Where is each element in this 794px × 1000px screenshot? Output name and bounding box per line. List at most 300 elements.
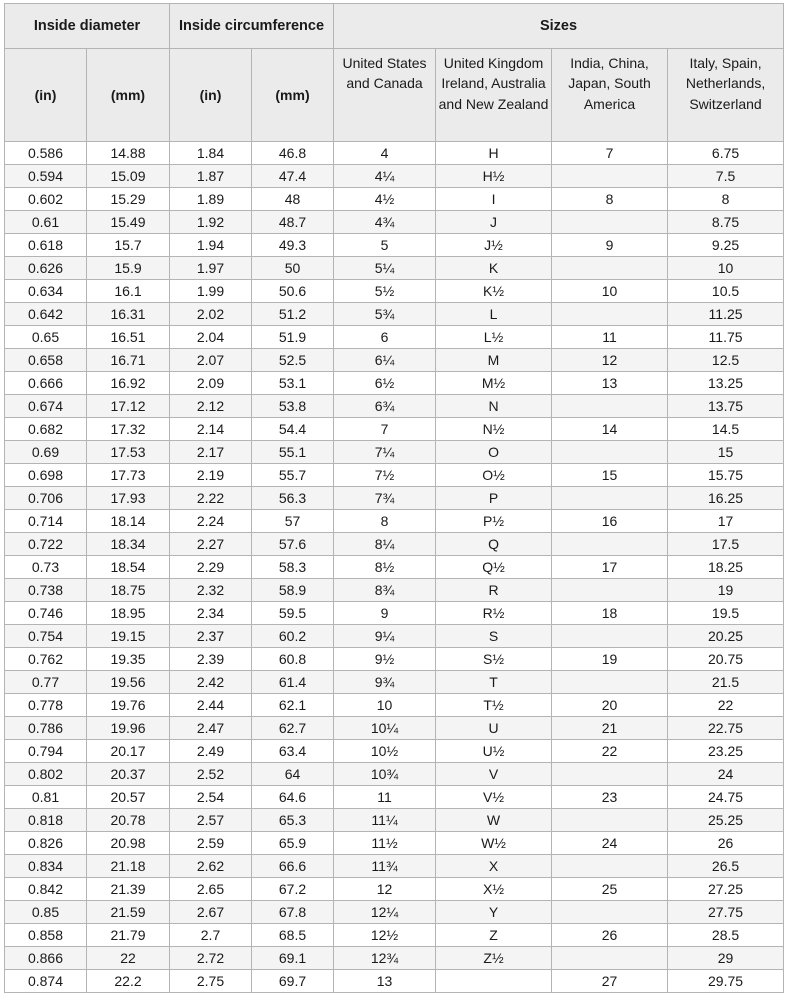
uk-size-cell: J <box>436 211 552 234</box>
europe-size-cell: 11.25 <box>668 303 784 326</box>
asia-size-cell <box>552 579 668 602</box>
diameter-in-cell: 0.69 <box>5 441 87 464</box>
table-row <box>5 372 784 395</box>
uk-size-cell: S½ <box>436 648 552 671</box>
table-row <box>5 441 784 464</box>
asia-size-cell: 9 <box>552 234 668 257</box>
diameter-in-cell: 0.834 <box>5 855 87 878</box>
europe-size-cell: 27.75 <box>668 901 784 924</box>
table-row <box>5 165 784 188</box>
diameter-mm-cell: 20.78 <box>87 809 170 832</box>
circumference-mm-cell: 53.8 <box>252 395 334 418</box>
europe-size-cell: 20.75 <box>668 648 784 671</box>
asia-size-cell: 20 <box>552 694 668 717</box>
diameter-in-cell: 0.714 <box>5 510 87 533</box>
diameter-in-cell: 0.738 <box>5 579 87 602</box>
diameter-in-cell: 0.826 <box>5 832 87 855</box>
region-it-es-nl-ch-header: Italy, Spain, Netherlands, Switzerland <box>668 49 784 142</box>
europe-size-cell: 19.5 <box>668 602 784 625</box>
us-canada-size-cell: 11½ <box>334 832 436 855</box>
asia-size-cell: 8 <box>552 188 668 211</box>
us-canada-size-cell: 10½ <box>334 740 436 763</box>
diameter-in-cell: 0.706 <box>5 487 87 510</box>
uk-size-cell: U <box>436 717 552 740</box>
diameter-mm-cell: 15.29 <box>87 188 170 211</box>
asia-size-cell: 14 <box>552 418 668 441</box>
diameter-in-cell: 0.762 <box>5 648 87 671</box>
uk-size-cell: H½ <box>436 165 552 188</box>
uk-size-cell: W½ <box>436 832 552 855</box>
diameter-in-cell: 0.818 <box>5 809 87 832</box>
europe-size-cell: 13.25 <box>668 372 784 395</box>
asia-size-cell <box>552 303 668 326</box>
circumference-in-cell: 2.09 <box>170 372 252 395</box>
us-canada-size-cell: 11¾ <box>334 855 436 878</box>
diameter-in-cell: 0.722 <box>5 533 87 556</box>
asia-size-cell: 11 <box>552 326 668 349</box>
table-row <box>5 510 784 533</box>
circumference-mm-cell: 61.4 <box>252 671 334 694</box>
diameter-in-cell: 0.794 <box>5 740 87 763</box>
table-row <box>5 763 784 786</box>
circumference-mm-cell: 50.6 <box>252 280 334 303</box>
table-row <box>5 832 784 855</box>
circumference-mm-cell: 67.2 <box>252 878 334 901</box>
circumference-mm-cell: 66.6 <box>252 855 334 878</box>
table-row <box>5 211 784 234</box>
us-canada-size-cell: 8½ <box>334 556 436 579</box>
diameter-mm-cell: 19.15 <box>87 625 170 648</box>
uk-size-cell: M <box>436 349 552 372</box>
asia-size-cell: 26 <box>552 924 668 947</box>
asia-size-cell <box>552 487 668 510</box>
table-row <box>5 579 784 602</box>
circumference-mm-cell: 67.8 <box>252 901 334 924</box>
diameter-in-cell: 0.586 <box>5 142 87 165</box>
diameter-mm-cell: 16.71 <box>87 349 170 372</box>
asia-size-cell <box>552 257 668 280</box>
circumference-in-cell: 2.24 <box>170 510 252 533</box>
us-canada-size-cell: 7¼ <box>334 441 436 464</box>
us-canada-size-cell: 8¼ <box>334 533 436 556</box>
europe-size-cell: 8 <box>668 188 784 211</box>
circumference-in-cell: 2.62 <box>170 855 252 878</box>
circumference-mm-cell: 62.1 <box>252 694 334 717</box>
inside-diameter-header: Inside diameter <box>5 4 170 49</box>
diameter-mm-cell: 20.57 <box>87 786 170 809</box>
asia-size-cell <box>552 855 668 878</box>
circumference-in-cell: 1.99 <box>170 280 252 303</box>
diameter-in-cell: 0.634 <box>5 280 87 303</box>
diameter-in-cell: 0.674 <box>5 395 87 418</box>
uk-size-cell: S <box>436 625 552 648</box>
europe-size-cell: 13.75 <box>668 395 784 418</box>
circumference-in-cell: 2.44 <box>170 694 252 717</box>
table-row <box>5 188 784 211</box>
uk-size-cell: L½ <box>436 326 552 349</box>
uk-size-cell: L <box>436 303 552 326</box>
uk-size-cell: K½ <box>436 280 552 303</box>
us-canada-size-cell: 10¾ <box>334 763 436 786</box>
europe-size-cell: 14.5 <box>668 418 784 441</box>
circumference-mm-cell: 58.9 <box>252 579 334 602</box>
diameter-in-cell: 0.61 <box>5 211 87 234</box>
circumference-in-cell: 2.47 <box>170 717 252 740</box>
diameter-mm-cell: 21.79 <box>87 924 170 947</box>
diameter-in-cell: 0.85 <box>5 901 87 924</box>
asia-size-cell <box>552 211 668 234</box>
circumference-in-cell: 2.12 <box>170 395 252 418</box>
table-row <box>5 602 784 625</box>
table-row <box>5 786 784 809</box>
table-row <box>5 809 784 832</box>
diameter-mm-cell: 19.56 <box>87 671 170 694</box>
us-canada-size-cell: 5¼ <box>334 257 436 280</box>
circumference-in-cell: 2.65 <box>170 878 252 901</box>
diameter-in-cell: 0.658 <box>5 349 87 372</box>
diameter-mm-header: (mm) <box>87 49 170 142</box>
uk-size-cell: N <box>436 395 552 418</box>
uk-size-cell: X½ <box>436 878 552 901</box>
asia-size-cell: 16 <box>552 510 668 533</box>
us-canada-size-cell: 8¾ <box>334 579 436 602</box>
asia-size-cell <box>552 165 668 188</box>
europe-size-cell: 22 <box>668 694 784 717</box>
diameter-mm-cell: 17.53 <box>87 441 170 464</box>
diameter-mm-cell: 14.88 <box>87 142 170 165</box>
us-canada-size-cell: 13 <box>334 970 436 993</box>
asia-size-cell: 27 <box>552 970 668 993</box>
circumference-in-cell: 2.22 <box>170 487 252 510</box>
circumference-mm-cell: 69.7 <box>252 970 334 993</box>
diameter-in-header: (in) <box>5 49 87 142</box>
uk-size-cell: P½ <box>436 510 552 533</box>
us-canada-size-cell: 4½ <box>334 188 436 211</box>
diameter-mm-cell: 20.37 <box>87 763 170 786</box>
diameter-mm-cell: 16.31 <box>87 303 170 326</box>
diameter-in-cell: 0.754 <box>5 625 87 648</box>
europe-size-cell: 10.5 <box>668 280 784 303</box>
diameter-mm-cell: 15.09 <box>87 165 170 188</box>
uk-size-cell: K <box>436 257 552 280</box>
circumference-in-cell: 2.72 <box>170 947 252 970</box>
us-canada-size-cell: 6 <box>334 326 436 349</box>
asia-size-cell: 17 <box>552 556 668 579</box>
uk-size-cell: W <box>436 809 552 832</box>
diameter-mm-cell: 22.2 <box>87 970 170 993</box>
circumference-in-cell: 2.37 <box>170 625 252 648</box>
europe-size-cell: 24 <box>668 763 784 786</box>
diameter-mm-cell: 17.12 <box>87 395 170 418</box>
table-row <box>5 464 784 487</box>
asia-size-cell <box>552 395 668 418</box>
asia-size-cell: 15 <box>552 464 668 487</box>
asia-size-cell: 23 <box>552 786 668 809</box>
asia-size-cell: 13 <box>552 372 668 395</box>
table-row <box>5 648 784 671</box>
asia-size-cell: 24 <box>552 832 668 855</box>
table-row <box>5 855 784 878</box>
circumference-mm-cell: 63.4 <box>252 740 334 763</box>
europe-size-cell: 20.25 <box>668 625 784 648</box>
region-uk-ie-au-nz-header: United Kingdom Ireland, Australia and New Zealand <box>436 49 552 142</box>
us-canada-size-cell: 6¾ <box>334 395 436 418</box>
europe-size-cell: 23.25 <box>668 740 784 763</box>
europe-size-cell: 8.75 <box>668 211 784 234</box>
size-rows <box>5 142 784 993</box>
circumference-in-cell: 2.19 <box>170 464 252 487</box>
asia-size-cell <box>552 947 668 970</box>
us-canada-size-cell: 5¾ <box>334 303 436 326</box>
circumference-in-cell: 2.57 <box>170 809 252 832</box>
circumference-in-cell: 2.39 <box>170 648 252 671</box>
circumference-in-cell: 2.75 <box>170 970 252 993</box>
diameter-in-cell: 0.594 <box>5 165 87 188</box>
us-canada-size-cell: 11¼ <box>334 809 436 832</box>
europe-size-cell: 27.25 <box>668 878 784 901</box>
diameter-mm-cell: 20.98 <box>87 832 170 855</box>
diameter-mm-cell: 18.14 <box>87 510 170 533</box>
diameter-in-cell: 0.786 <box>5 717 87 740</box>
circumference-mm-cell: 55.1 <box>252 441 334 464</box>
us-canada-size-cell: 8 <box>334 510 436 533</box>
uk-size-cell: P <box>436 487 552 510</box>
asia-size-cell: 10 <box>552 280 668 303</box>
asia-size-cell <box>552 533 668 556</box>
circumference-mm-cell: 46.8 <box>252 142 334 165</box>
us-canada-size-cell: 12¾ <box>334 947 436 970</box>
asia-size-cell <box>552 901 668 924</box>
diameter-in-cell: 0.682 <box>5 418 87 441</box>
diameter-mm-cell: 18.95 <box>87 602 170 625</box>
circumference-in-cell: 2.34 <box>170 602 252 625</box>
diameter-mm-cell: 21.39 <box>87 878 170 901</box>
europe-size-cell: 28.5 <box>668 924 784 947</box>
asia-size-cell <box>552 763 668 786</box>
diameter-mm-cell: 17.93 <box>87 487 170 510</box>
uk-size-cell: O <box>436 441 552 464</box>
circumference-mm-cell: 58.3 <box>252 556 334 579</box>
uk-size-cell: X <box>436 855 552 878</box>
us-canada-size-cell: 6¼ <box>334 349 436 372</box>
diameter-in-cell: 0.778 <box>5 694 87 717</box>
diameter-mm-cell: 18.75 <box>87 579 170 602</box>
us-canada-size-cell: 7¾ <box>334 487 436 510</box>
circumference-in-cell: 2.32 <box>170 579 252 602</box>
diameter-mm-cell: 16.51 <box>87 326 170 349</box>
table-row <box>5 970 784 993</box>
europe-size-cell: 29.75 <box>668 970 784 993</box>
diameter-mm-cell: 16.1 <box>87 280 170 303</box>
europe-size-cell: 15 <box>668 441 784 464</box>
europe-size-cell: 22.75 <box>668 717 784 740</box>
circumference-in-cell: 1.84 <box>170 142 252 165</box>
uk-size-cell: J½ <box>436 234 552 257</box>
circumference-in-cell: 2.49 <box>170 740 252 763</box>
circumference-in-cell: 2.54 <box>170 786 252 809</box>
diameter-in-cell: 0.77 <box>5 671 87 694</box>
us-canada-size-cell: 7 <box>334 418 436 441</box>
uk-size-cell: U½ <box>436 740 552 763</box>
table-row <box>5 349 784 372</box>
uk-size-cell <box>436 970 552 993</box>
circumference-mm-cell: 60.2 <box>252 625 334 648</box>
asia-size-cell: 19 <box>552 648 668 671</box>
header-row-units <box>5 49 784 142</box>
diameter-mm-cell: 18.54 <box>87 556 170 579</box>
uk-size-cell: H <box>436 142 552 165</box>
table-row <box>5 694 784 717</box>
circumference-in-cell: 1.94 <box>170 234 252 257</box>
asia-size-cell <box>552 671 668 694</box>
ring-size-chart <box>4 3 784 993</box>
diameter-mm-cell: 19.76 <box>87 694 170 717</box>
europe-size-cell: 16.25 <box>668 487 784 510</box>
circumference-mm-cell: 65.3 <box>252 809 334 832</box>
table-row <box>5 395 784 418</box>
circumference-mm-cell: 51.2 <box>252 303 334 326</box>
circumference-mm-cell: 54.4 <box>252 418 334 441</box>
circumference-mm-cell: 69.1 <box>252 947 334 970</box>
circumference-in-cell: 2.59 <box>170 832 252 855</box>
asia-size-cell: 7 <box>552 142 668 165</box>
diameter-in-cell: 0.698 <box>5 464 87 487</box>
circumference-in-cell: 2.67 <box>170 901 252 924</box>
circumference-mm-cell: 62.7 <box>252 717 334 740</box>
circumference-mm-header: (mm) <box>252 49 334 142</box>
circumference-mm-cell: 55.7 <box>252 464 334 487</box>
diameter-mm-cell: 19.35 <box>87 648 170 671</box>
table-row <box>5 303 784 326</box>
circumference-in-cell: 2.02 <box>170 303 252 326</box>
diameter-mm-cell: 21.18 <box>87 855 170 878</box>
diameter-in-cell: 0.642 <box>5 303 87 326</box>
uk-size-cell: Y <box>436 901 552 924</box>
diameter-in-cell: 0.874 <box>5 970 87 993</box>
europe-size-cell: 9.25 <box>668 234 784 257</box>
table-row <box>5 142 784 165</box>
diameter-mm-cell: 17.73 <box>87 464 170 487</box>
circumference-mm-cell: 56.3 <box>252 487 334 510</box>
table-row <box>5 671 784 694</box>
table-row <box>5 740 784 763</box>
uk-size-cell: Z <box>436 924 552 947</box>
diameter-in-cell: 0.626 <box>5 257 87 280</box>
diameter-mm-cell: 16.92 <box>87 372 170 395</box>
uk-size-cell: T½ <box>436 694 552 717</box>
diameter-in-cell: 0.618 <box>5 234 87 257</box>
circumference-mm-cell: 53.1 <box>252 372 334 395</box>
europe-size-cell: 18.25 <box>668 556 784 579</box>
uk-size-cell: Q½ <box>436 556 552 579</box>
europe-size-cell: 11.75 <box>668 326 784 349</box>
us-canada-size-cell: 6½ <box>334 372 436 395</box>
uk-size-cell: N½ <box>436 418 552 441</box>
diameter-mm-cell: 18.34 <box>87 533 170 556</box>
circumference-mm-cell: 51.9 <box>252 326 334 349</box>
uk-size-cell: R <box>436 579 552 602</box>
ring-size-table <box>4 3 784 993</box>
circumference-mm-cell: 64.6 <box>252 786 334 809</box>
circumference-mm-cell: 48.7 <box>252 211 334 234</box>
table-row <box>5 326 784 349</box>
table-row <box>5 533 784 556</box>
circumference-in-cell: 2.07 <box>170 349 252 372</box>
table-row <box>5 280 784 303</box>
diameter-in-cell: 0.666 <box>5 372 87 395</box>
header-row-groups <box>5 4 784 49</box>
inside-circumference-header: Inside circumference <box>170 4 334 49</box>
us-canada-size-cell: 10 <box>334 694 436 717</box>
circumference-mm-cell: 59.5 <box>252 602 334 625</box>
circumference-in-cell: 1.89 <box>170 188 252 211</box>
circumference-mm-cell: 65.9 <box>252 832 334 855</box>
uk-size-cell: R½ <box>436 602 552 625</box>
table-row <box>5 556 784 579</box>
diameter-in-cell: 0.802 <box>5 763 87 786</box>
region-us-canada-header: United States and Canada <box>334 49 436 142</box>
uk-size-cell: M½ <box>436 372 552 395</box>
circumference-in-cell: 1.87 <box>170 165 252 188</box>
europe-size-cell: 21.5 <box>668 671 784 694</box>
us-canada-size-cell: 5½ <box>334 280 436 303</box>
circumference-mm-cell: 50 <box>252 257 334 280</box>
us-canada-size-cell: 5 <box>334 234 436 257</box>
diameter-in-cell: 0.858 <box>5 924 87 947</box>
asia-size-cell: 22 <box>552 740 668 763</box>
diameter-in-cell: 0.746 <box>5 602 87 625</box>
diameter-mm-cell: 22 <box>87 947 170 970</box>
circumference-mm-cell: 49.3 <box>252 234 334 257</box>
us-canada-size-cell: 9¼ <box>334 625 436 648</box>
europe-size-cell: 6.75 <box>668 142 784 165</box>
circumference-in-cell: 2.04 <box>170 326 252 349</box>
uk-size-cell: O½ <box>436 464 552 487</box>
diameter-mm-cell: 15.7 <box>87 234 170 257</box>
diameter-mm-cell: 19.96 <box>87 717 170 740</box>
circumference-mm-cell: 47.4 <box>252 165 334 188</box>
table-row <box>5 487 784 510</box>
table-row <box>5 878 784 901</box>
diameter-mm-cell: 21.59 <box>87 901 170 924</box>
diameter-in-cell: 0.602 <box>5 188 87 211</box>
circumference-in-cell: 2.17 <box>170 441 252 464</box>
uk-size-cell: Z½ <box>436 947 552 970</box>
europe-size-cell: 7.5 <box>668 165 784 188</box>
us-canada-size-cell: 7½ <box>334 464 436 487</box>
sizes-header: Sizes <box>334 4 784 49</box>
circumference-mm-cell: 57 <box>252 510 334 533</box>
europe-size-cell: 26.5 <box>668 855 784 878</box>
diameter-in-cell: 0.866 <box>5 947 87 970</box>
us-canada-size-cell: 4¾ <box>334 211 436 234</box>
europe-size-cell: 17 <box>668 510 784 533</box>
europe-size-cell: 12.5 <box>668 349 784 372</box>
asia-size-cell <box>552 625 668 648</box>
diameter-in-cell: 0.842 <box>5 878 87 901</box>
us-canada-size-cell: 9½ <box>334 648 436 671</box>
table-row <box>5 901 784 924</box>
asia-size-cell: 25 <box>552 878 668 901</box>
table-row <box>5 234 784 257</box>
table-row <box>5 717 784 740</box>
circumference-in-cell: 2.14 <box>170 418 252 441</box>
europe-size-cell: 29 <box>668 947 784 970</box>
circumference-in-cell: 2.29 <box>170 556 252 579</box>
circumference-in-cell: 2.42 <box>170 671 252 694</box>
us-canada-size-cell: 4¼ <box>334 165 436 188</box>
us-canada-size-cell: 10¼ <box>334 717 436 740</box>
